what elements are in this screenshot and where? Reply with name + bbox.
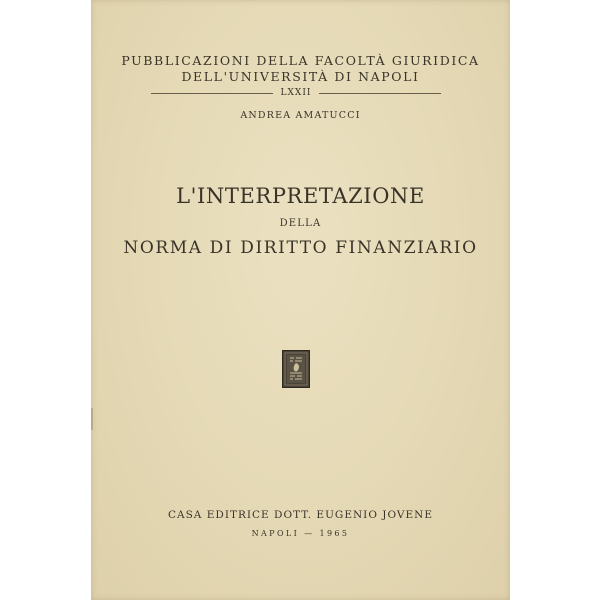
- emblem-drawing: [283, 351, 309, 387]
- title-connector: DELLA: [279, 218, 322, 229]
- book-subtitle: NORMA DI DIRITTO FINANZIARIO: [123, 238, 478, 258]
- publisher-emblem-icon: [282, 350, 310, 388]
- volume-number: LXXII: [280, 88, 312, 98]
- right-rule: [319, 93, 441, 94]
- author-name: ANDREA AMATUCCI: [240, 110, 361, 121]
- series-title-line-2: DELL'UNIVERSITÀ DI NAPOLI: [181, 69, 420, 84]
- book-cover: [91, 0, 510, 600]
- left-rule: [151, 93, 273, 94]
- publisher-name: CASA EDITRICE DOTT. EUGENIO JOVENE: [168, 509, 433, 521]
- place-and-year: NAPOLI — 1965: [251, 529, 350, 538]
- book-title: L'INTERPRETAZIONE: [176, 184, 425, 208]
- series-title-line-1: PUBBLICAZIONI DELLA FACOLTÀ GIURIDICA: [121, 53, 480, 68]
- spine-edge: [91, 408, 93, 430]
- volume-row: [151, 86, 441, 100]
